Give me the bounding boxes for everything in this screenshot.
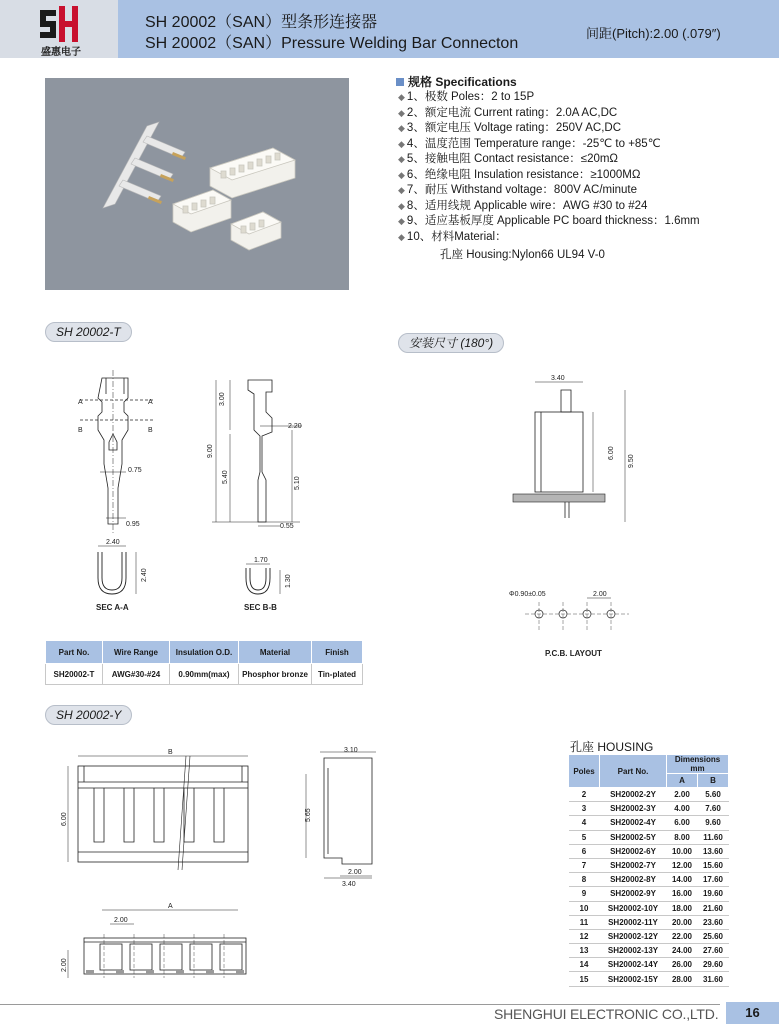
housing-front-drawing xyxy=(58,746,258,870)
td-dim-a: 16.00 xyxy=(667,887,698,901)
td-part-no: SH20002-4Y xyxy=(600,816,667,830)
diamond-bullet-icon: ◆ xyxy=(398,123,405,133)
housing-side-w2: 2.00 xyxy=(348,869,362,876)
td-part-no: SH20002-8Y xyxy=(600,873,667,887)
table-row xyxy=(569,901,729,915)
td-part-no: SH20002-11Y xyxy=(600,915,667,929)
diamond-bullet-icon: ◆ xyxy=(398,216,405,226)
td-dim-b: 19.60 xyxy=(698,887,729,901)
td-poles: 4 xyxy=(569,816,600,830)
td-dim-a: 18.00 xyxy=(667,901,698,915)
diamond-bullet-icon: ◆ xyxy=(398,92,405,102)
spec-item: ◆ 1、极数 Poles：2 to 15P xyxy=(398,91,535,103)
tag-mount-dimensions: 安装尺寸 (180°) xyxy=(398,333,504,353)
housing-top-pitch: 2.00 xyxy=(114,917,128,924)
table-row xyxy=(569,929,729,943)
table-row xyxy=(569,887,729,901)
housing-side-height: 5.65 xyxy=(305,808,312,822)
table-row xyxy=(569,844,729,858)
td-poles: 5 xyxy=(569,830,600,844)
td-dim-a: 10.00 xyxy=(667,844,698,858)
diamond-bullet-icon: ◆ xyxy=(398,231,405,242)
th-finish: Finish xyxy=(312,641,363,664)
td-dim-b: 29.60 xyxy=(698,958,729,972)
table-row xyxy=(569,972,729,986)
table-row xyxy=(569,788,729,802)
th-part-no: Part No. xyxy=(46,641,103,664)
td-dim-a: 20.00 xyxy=(667,915,698,929)
title-english: SH 20002（SAN）Pressure Welding Bar Connecton xyxy=(145,35,519,52)
td-dim-a: 28.00 xyxy=(667,972,698,986)
tag-housing: SH 20002-Y xyxy=(45,705,132,725)
diamond-bullet-icon: ◆ xyxy=(398,200,405,211)
td-dim-a: 6.00 xyxy=(667,816,698,830)
table-row xyxy=(569,830,729,844)
td-part-no: SH20002-10Y xyxy=(600,901,667,915)
td-poles: 7 xyxy=(569,858,600,872)
dim-220: 2.20 xyxy=(288,423,302,430)
td-dim-a: 14.00 xyxy=(667,873,698,887)
th-dimensions: Dimensions mm xyxy=(667,755,729,774)
th-part-no: Part No. xyxy=(600,755,667,788)
td-dim-b: 15.60 xyxy=(698,858,729,872)
section-bb-drawing xyxy=(238,556,304,618)
td-finish: Tin-plated xyxy=(312,664,363,685)
dim-510: 5.10 xyxy=(294,476,301,490)
table-row xyxy=(569,915,729,929)
td-dim-b: 31.60 xyxy=(698,972,729,986)
specifications-list xyxy=(398,90,700,245)
logo-text: 盛惠电子 xyxy=(41,47,81,58)
td-insulation: 0.90mm(max) xyxy=(170,664,239,685)
label-b-left: B xyxy=(78,427,83,434)
td-part-no: SH20002-6Y xyxy=(600,844,667,858)
housing-dim-b: B xyxy=(168,749,173,756)
td-dim-b: 27.60 xyxy=(698,944,729,958)
housing-top-a: A xyxy=(168,903,173,910)
specifications-title-text: 规格 Specifications xyxy=(408,75,517,89)
housing-top-drawing xyxy=(58,898,258,998)
td-poles: 3 xyxy=(569,802,600,816)
td-dim-a: 4.00 xyxy=(667,802,698,816)
housing-dimensions-table xyxy=(568,754,729,987)
dim-300: 3.00 xyxy=(219,392,226,406)
sec-aa-width: 2.40 xyxy=(106,539,120,546)
td-dim-a: 2.00 xyxy=(667,788,698,802)
td-dim-a: 22.00 xyxy=(667,929,698,943)
spec-item: ◆ 7、耐压 Withstand voltage：800V AC/minute xyxy=(398,184,638,196)
td-wire-range: AWG#30-#24 xyxy=(103,664,170,685)
sec-bb-caption: SEC B-B xyxy=(244,603,277,612)
spec-item: ◆ 8、适用线规 Applicable wire：AWG #30 to #24 xyxy=(398,199,648,212)
label-a-left: A xyxy=(78,399,83,406)
td-poles: 9 xyxy=(569,887,600,901)
td-poles: 12 xyxy=(569,929,600,943)
table-row xyxy=(569,958,729,972)
housing-side-width: 3.10 xyxy=(344,747,358,754)
footer-divider xyxy=(0,1004,720,1005)
dim-900: 9.00 xyxy=(207,444,214,458)
mount-width: 3.40 xyxy=(551,375,565,382)
spec-item: ◆ 2、额定电流 Current rating：2.0A AC,DC xyxy=(398,106,618,119)
dim-075: 0.75 xyxy=(128,467,142,474)
pcb-layout-drawing xyxy=(505,586,645,660)
pitch-label: 间距(Pitch):2.00 (.079″) xyxy=(586,26,721,41)
td-dim-b: 21.60 xyxy=(698,901,729,915)
th-dim-a: A xyxy=(667,774,698,788)
td-part-no: SH20002-14Y xyxy=(600,958,667,972)
square-bullet-icon xyxy=(396,78,404,86)
spec-item: ◆ 10、材料Material： xyxy=(398,230,507,243)
dim-540: 5.40 xyxy=(222,470,229,484)
terminal-side-drawing xyxy=(200,372,310,532)
table-row xyxy=(569,873,729,887)
sec-aa-caption: SEC A-A xyxy=(96,603,129,612)
mount-drawing xyxy=(505,372,645,522)
pcb-hole-size: Φ0.90±0.05 xyxy=(509,591,546,598)
company-logo xyxy=(36,4,84,44)
spec-item: ◆ 4、温度范围 Temperature range：-25℃ to +85℃ xyxy=(398,137,661,150)
spec-item: ◆ 9、适应基板厚度 Applicable PC board thickness：1.6mm xyxy=(398,215,700,227)
label-b-right: B xyxy=(148,427,153,434)
table-row xyxy=(569,802,729,816)
diamond-bullet-icon: ◆ xyxy=(398,154,405,164)
spec-housing-material: 孔座 Housing:Nylon66 UL94 V-0 xyxy=(440,249,605,261)
td-part-no: SH20002-T xyxy=(46,664,103,685)
td-dim-b: 17.60 xyxy=(698,873,729,887)
td-poles: 14 xyxy=(569,958,600,972)
dim-095: 0.95 xyxy=(126,521,140,528)
td-part-no: SH20002-5Y xyxy=(600,830,667,844)
dim-055: 0.55 xyxy=(280,523,294,530)
td-poles: 13 xyxy=(569,944,600,958)
diamond-bullet-icon: ◆ xyxy=(398,169,405,180)
td-dim-a: 8.00 xyxy=(667,830,698,844)
terminal-front-drawing xyxy=(70,368,170,536)
housing-dim-height: 6.00 xyxy=(61,812,68,826)
td-dim-b: 7.60 xyxy=(698,802,729,816)
title-chinese: SH 20002（SAN）型条形连接器 xyxy=(145,14,378,31)
pcb-caption: P.C.B. LAYOUT xyxy=(545,649,602,658)
th-dim-b: B xyxy=(698,774,729,788)
td-part-no: SH20002-3Y xyxy=(600,802,667,816)
td-poles: 8 xyxy=(569,873,600,887)
mount-height-950: 9.50 xyxy=(628,454,635,468)
td-poles: 11 xyxy=(569,915,600,929)
sec-bb-width: 1.70 xyxy=(254,557,268,564)
td-dim-a: 26.00 xyxy=(667,958,698,972)
td-poles: 6 xyxy=(569,844,600,858)
tag-terminal: SH 20002-T xyxy=(45,322,132,342)
housing-top-height: 2.00 xyxy=(61,958,68,972)
diamond-bullet-icon: ◆ xyxy=(398,185,405,195)
td-poles: 15 xyxy=(569,972,600,986)
td-dim-b: 25.60 xyxy=(698,929,729,943)
th-wire-range: Wire Range xyxy=(103,641,170,664)
th-material: Material xyxy=(239,641,312,664)
td-dim-a: 12.00 xyxy=(667,858,698,872)
table-row xyxy=(569,944,729,958)
specifications-title xyxy=(396,73,517,90)
table-row xyxy=(569,858,729,872)
product-photo xyxy=(45,78,349,290)
td-part-no: SH20002-13Y xyxy=(600,944,667,958)
spec-item: ◆ 6、绝缘电阻 Insulation resistance：≥1000MΩ xyxy=(398,168,641,181)
td-part-no: SH20002-7Y xyxy=(600,858,667,872)
pcb-pitch: 2.00 xyxy=(593,591,607,598)
th-insulation: Insulation O.D. xyxy=(170,641,239,664)
page-number: 16 xyxy=(726,1002,779,1024)
diamond-bullet-icon: ◆ xyxy=(398,138,405,149)
td-dim-b: 11.60 xyxy=(698,830,729,844)
td-poles: 10 xyxy=(569,901,600,915)
spec-item: ◆ 3、额定电压 Voltage rating：250V AC,DC xyxy=(398,122,622,134)
td-part-no: SH20002-15Y xyxy=(600,972,667,986)
td-part-no: SH20002-9Y xyxy=(600,887,667,901)
housing-side-w3: 3.40 xyxy=(342,881,356,888)
mount-height-600: 6.00 xyxy=(608,446,615,460)
footer-company: SHENGHUI ELECTRONIC CO.,LTD. xyxy=(494,1006,719,1022)
sec-aa-height: 2.40 xyxy=(141,568,148,582)
td-part-no: SH20002-2Y xyxy=(600,788,667,802)
table-row xyxy=(569,816,729,830)
td-dim-a: 24.00 xyxy=(667,944,698,958)
td-part-no: SH20002-12Y xyxy=(600,929,667,943)
diamond-bullet-icon: ◆ xyxy=(398,107,405,118)
sec-bb-height: 1.30 xyxy=(285,574,292,588)
label-a-right: A xyxy=(148,399,153,406)
table-row xyxy=(46,664,363,685)
td-dim-b: 23.60 xyxy=(698,915,729,929)
td-dim-b: 5.60 xyxy=(698,788,729,802)
td-dim-b: 13.60 xyxy=(698,844,729,858)
housing-side-drawing xyxy=(296,744,386,890)
housing-table-title: 孔座 HOUSING xyxy=(570,740,654,754)
td-poles: 2 xyxy=(569,788,600,802)
td-dim-b: 9.60 xyxy=(698,816,729,830)
td-material: Phosphor bronze xyxy=(239,664,312,685)
th-poles: Poles xyxy=(569,755,600,788)
section-aa-drawing xyxy=(88,538,158,618)
terminal-spec-table xyxy=(45,640,363,685)
spec-item: ◆ 5、接触电阻 Contact resistance：≤20mΩ xyxy=(398,153,619,165)
